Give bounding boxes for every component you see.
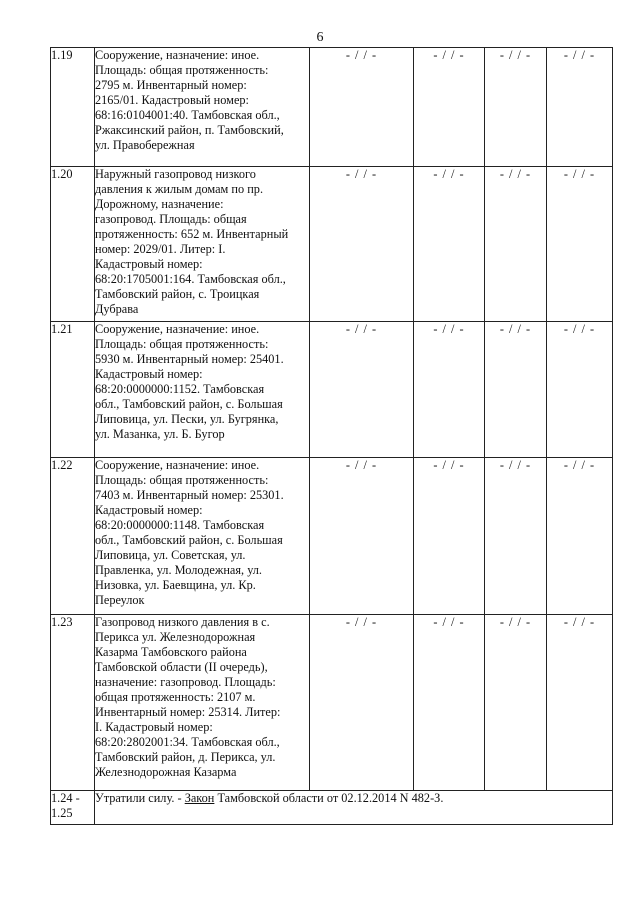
row-number: 1.21 (51, 322, 95, 458)
description-line: 68:20:1705001:164. Тамбовская обл., (95, 272, 286, 286)
ditto-cell: - / / - (485, 615, 547, 791)
description-line: 68:20:0000000:1148. Тамбовская (95, 518, 265, 532)
table-row (51, 167, 613, 322)
description-line: Инвентарный номер: 25314. Литер: (95, 705, 281, 719)
ditto-cell: - / / - (485, 167, 547, 322)
description-line: Переулок (95, 593, 145, 607)
ditto-cell: - / / - (310, 615, 414, 791)
ditto-cell: - / / - (485, 458, 547, 615)
description-line: Низовка, ул. Баевщина, ул. Кр. (95, 578, 256, 592)
ditto-cell: - / / - (414, 322, 485, 458)
description-line: 68:16:0104001:40. Тамбовская обл., (95, 108, 280, 122)
description-line: 2795 м. Инвентарный номер: (95, 78, 247, 92)
description-line: Кадастровый номер: (95, 367, 203, 381)
ditto-cell: - / / - (310, 48, 414, 167)
table-row (51, 615, 613, 791)
ditto-cell: - / / - (310, 458, 414, 615)
row-description (95, 167, 310, 322)
description-line: 2165/01. Кадастровый номер: (95, 93, 249, 107)
repealed-note (95, 791, 613, 825)
description-line: Правленка, ул. Молодежная, ул. (95, 563, 263, 577)
row-number: 1.20 (51, 167, 95, 322)
ditto-cell: - / / - (310, 322, 414, 458)
description-line: 68:20:0000000:1152. Тамбовская (95, 382, 265, 396)
row-number: 1.19 (51, 48, 95, 167)
description-line: Железнодорожная Казарма (95, 765, 237, 779)
ditto-cell: - / / - (310, 167, 414, 322)
ditto-cell: - / / - (547, 615, 613, 791)
ditto-cell: - / / - (414, 167, 485, 322)
ditto-cell: - / / - (414, 458, 485, 615)
property-table (50, 47, 613, 825)
description-line: Площадь: общая протяженность: (95, 337, 269, 351)
row-description (95, 48, 310, 167)
description-line: Липовица, ул. Советская, ул. (95, 548, 246, 562)
row-number (51, 791, 95, 825)
ditto-cell: - / / - (485, 322, 547, 458)
row-description (95, 458, 310, 615)
description-line: Наружный газопровод низкого (95, 167, 256, 181)
description-line: Сооружение, назначение: иное. (95, 322, 260, 336)
table-row-repealed (51, 791, 613, 825)
row-number-line: 1.24 - (51, 791, 80, 805)
row-number: 1.23 (51, 615, 95, 791)
ditto-cell: - / / - (485, 48, 547, 167)
description-line: Сооружение, назначение: иное. (95, 48, 260, 62)
description-line: обл., Тамбовский район, с. Большая (95, 397, 283, 411)
description-line: Тамбовской области (II очередь), (95, 660, 268, 674)
description-line: давления к жилым домам по пр. (95, 182, 264, 196)
description-line: назначение: газопровод. Площадь: (95, 675, 276, 689)
table-row (51, 458, 613, 615)
description-line: ул. Правобережная (95, 138, 195, 152)
description-line: Площадь: общая протяженность: (95, 473, 269, 487)
page-number: 6 (316, 30, 324, 45)
law-link[interactable]: Закон (184, 791, 215, 805)
ditto-cell: - / / - (547, 322, 613, 458)
description-line: общая протяженность: 2107 м. (95, 690, 256, 704)
law-reference-text: Тамбовской области от 02.12.2014 N 482-З. (214, 791, 444, 805)
description-line: Казарма Тамбовского района (95, 645, 247, 659)
description-line: I. Кадастровый номер: (95, 720, 213, 734)
description-line: Тамбовский район, д. Перикса, ул. (95, 750, 276, 764)
description-line: Сооружение, назначение: иное. (95, 458, 260, 472)
description-line: 7403 м. Инвентарный номер: 25301. (95, 488, 284, 502)
description-line: протяженность: 652 м. Инвентарный (95, 227, 289, 241)
ditto-cell: - / / - (547, 48, 613, 167)
table-row (51, 322, 613, 458)
row-number-line: 1.25 (51, 806, 73, 820)
row-number: 1.22 (51, 458, 95, 615)
description-line: обл., Тамбовский район, с. Большая (95, 533, 283, 547)
description-line: Липовица, ул. Пески, ул. Бугрянка, (95, 412, 279, 426)
ditto-cell: - / / - (414, 48, 485, 167)
repealed-text: Утратили силу. - (95, 791, 185, 805)
table-row (51, 48, 613, 167)
row-description (95, 615, 310, 791)
description-line: Площадь: общая протяженность: (95, 63, 269, 77)
description-line: Ржаксинский район, п. Тамбовский, (95, 123, 284, 137)
ditto-cell: - / / - (547, 167, 613, 322)
description-line: Кадастровый номер: (95, 503, 203, 517)
description-line: Кадастровый номер: (95, 257, 203, 271)
description-line: ул. Мазанка, ул. Б. Бугор (95, 427, 225, 441)
ditto-cell: - / / - (414, 615, 485, 791)
description-line: Тамбовский район, с. Троицкая (95, 287, 260, 301)
description-line: Газопровод низкого давления в с. (95, 615, 270, 629)
description-line: Дорожному, назначение: (95, 197, 224, 211)
description-line: газопровод. Площадь: общая (95, 212, 247, 226)
description-line: Перикса ул. Железнодорожная (95, 630, 256, 644)
row-description (95, 322, 310, 458)
description-line: 5930 м. Инвентарный номер: 25401. (95, 352, 284, 366)
description-line: номер: 2029/01. Литер: I. (95, 242, 226, 256)
description-line: 68:20:2802001:34. Тамбовская обл., (95, 735, 280, 749)
ditto-cell: - / / - (547, 458, 613, 615)
description-line: Дубрава (95, 302, 139, 316)
